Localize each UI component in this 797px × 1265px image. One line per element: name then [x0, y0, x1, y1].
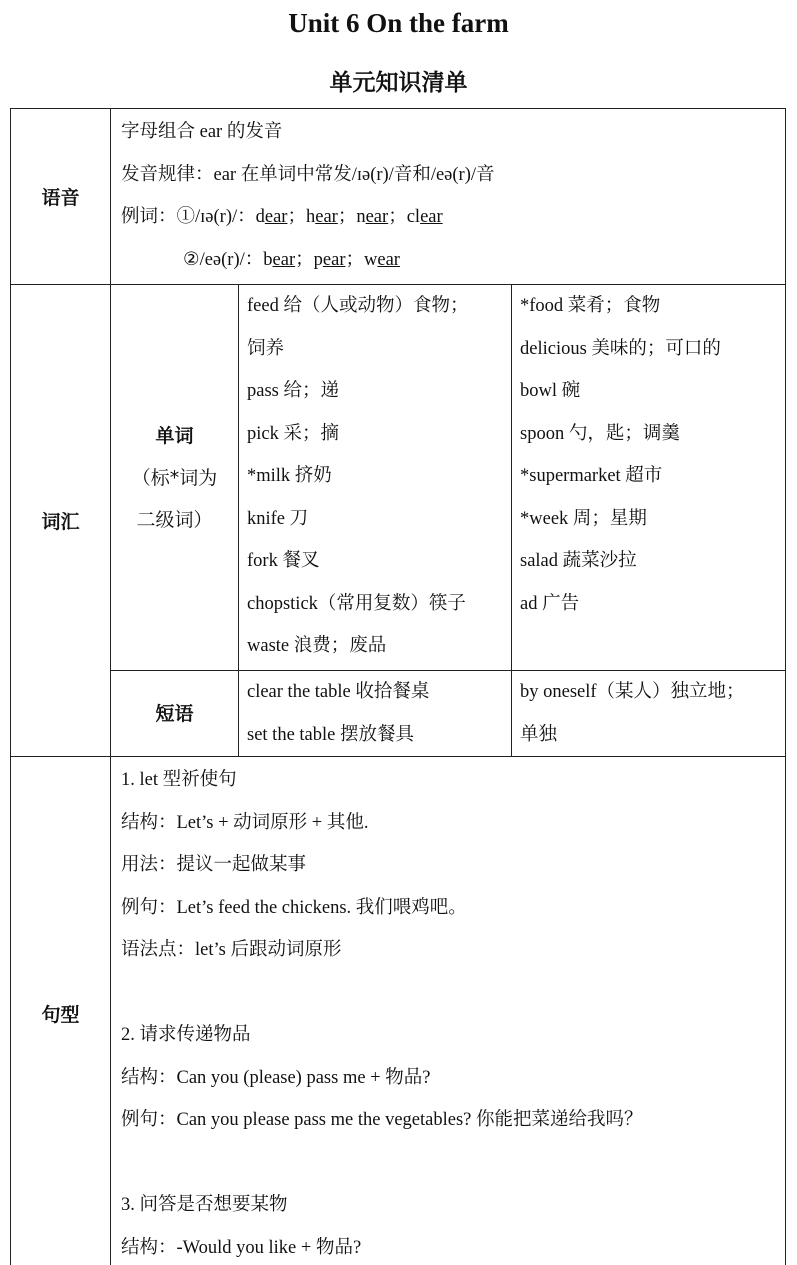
vocabulary-phrases-row: [11, 671, 786, 757]
example-word: clear: [406, 207, 443, 227]
word-item: spoon 勺，匙；调羹: [520, 423, 680, 444]
page-title: Unit 6 On the farm: [288, 8, 509, 38]
words-note-1: （标*词为: [131, 466, 218, 489]
word-item: salad 蔬菜沙拉: [520, 551, 637, 571]
sentence-1-grammar: 语法点：let’s 后跟动词原形: [121, 940, 342, 960]
example-word: pear: [313, 249, 346, 270]
sentence-1-usage: 用法：提议一起做某事: [121, 855, 307, 875]
phrases-column-2: [512, 671, 786, 757]
pronunciation-content: [111, 109, 786, 285]
sentence-1-example: 例句：Let’s feed the chickens. 我们喂鸡吧。: [121, 897, 467, 918]
sentence-1-heading: 1. let 型祈使句: [121, 770, 237, 790]
words-label: 单词: [155, 424, 194, 447]
word-item: *food 菜肴；食物: [520, 296, 661, 316]
pronunciation-category: 语音: [11, 109, 111, 285]
word-item: ad 广告: [520, 593, 580, 614]
example-word: near: [356, 207, 389, 227]
example-words-group-1: dear；hear；near；clear: [255, 207, 443, 227]
word-item: bowl 碗: [520, 381, 581, 401]
word-item: *supermarket 超市: [520, 466, 663, 486]
pronunciation-line-3: [111, 196, 785, 239]
word-item: feed 给（人或动物）食物；: [247, 296, 469, 316]
word-item: *week 周；星期: [520, 508, 647, 529]
sentence-2-heading: 2. 请求传递物品: [121, 1025, 251, 1045]
sentence-1-structure: 结构：Let’s + 动词原形 + 其他.: [121, 812, 369, 833]
word-item: delicious 美味的；可口的: [520, 338, 721, 359]
word-item: pick 采；摘: [247, 423, 339, 444]
sentence-2-example: 例句：Can you please pass me the vegetables? 你能把菜递给我吗？: [121, 1110, 643, 1130]
words-label-cell: [111, 285, 239, 671]
word-item: fork 餐叉: [247, 551, 320, 571]
words-column-2: [512, 285, 786, 671]
word-item: 饲养: [247, 338, 285, 359]
spacer: [111, 1142, 785, 1185]
sentences-category: 句型: [11, 757, 111, 1265]
spacer: [111, 972, 785, 1015]
example-words-group-2: bear；pear；wear: [263, 249, 400, 270]
word-item: waste 浪费；废品: [247, 636, 387, 656]
pronunciation-line-4: [111, 239, 785, 282]
example-word: dear: [255, 207, 288, 227]
example-words-prefix: 例词：①/ɪə(r)/：: [121, 207, 256, 227]
phrase-item: 单独: [520, 724, 558, 745]
example-word: hear: [305, 207, 338, 227]
word-item: pass 给；递: [247, 381, 339, 401]
words-column-1: [239, 285, 512, 671]
sentences-row: [11, 757, 786, 1265]
phrases-column-1: [239, 671, 512, 757]
pronunciation-row: [11, 109, 786, 285]
page-subtitle: 单元知识清单: [329, 70, 468, 96]
words-note-2: 二级词）: [136, 508, 213, 531]
sentence-3-structure: 结构：-Would you like + 物品?: [121, 1237, 362, 1258]
phrase-item: clear the table 收拾餐桌: [247, 682, 430, 702]
knowledge-table: [10, 108, 786, 1265]
phrases-label-cell: [111, 671, 239, 757]
vocabulary-words-row: [11, 285, 786, 671]
example-word: wear: [364, 249, 400, 270]
pronunciation-line-2: 发音规律：ear 在单词中常发/ɪə(r)/音和/eə(r)/音: [121, 164, 495, 185]
vocabulary-category: 词汇: [11, 285, 111, 757]
sentence-3-heading: 3. 问答是否想要某物: [121, 1195, 288, 1215]
phrase-item: set the table 摆放餐具: [247, 724, 414, 745]
example-word: bear: [263, 249, 296, 270]
phrase-item: by oneself（某人）独立地；: [520, 682, 745, 702]
sentence-2-structure: 结构：Can you (please) pass me + 物品?: [121, 1067, 431, 1088]
word-item: knife 刀: [247, 508, 309, 529]
word-item: chopstick（常用复数）筷子: [247, 593, 466, 614]
sentences-content: [111, 757, 786, 1265]
phrases-label: 短语: [155, 702, 194, 725]
word-item: *milk 挤奶: [247, 466, 332, 486]
pronunciation-line-1: 字母组合 ear 的发音: [121, 122, 283, 142]
example-words-prefix-2: ②/eə(r)/：: [183, 249, 264, 270]
